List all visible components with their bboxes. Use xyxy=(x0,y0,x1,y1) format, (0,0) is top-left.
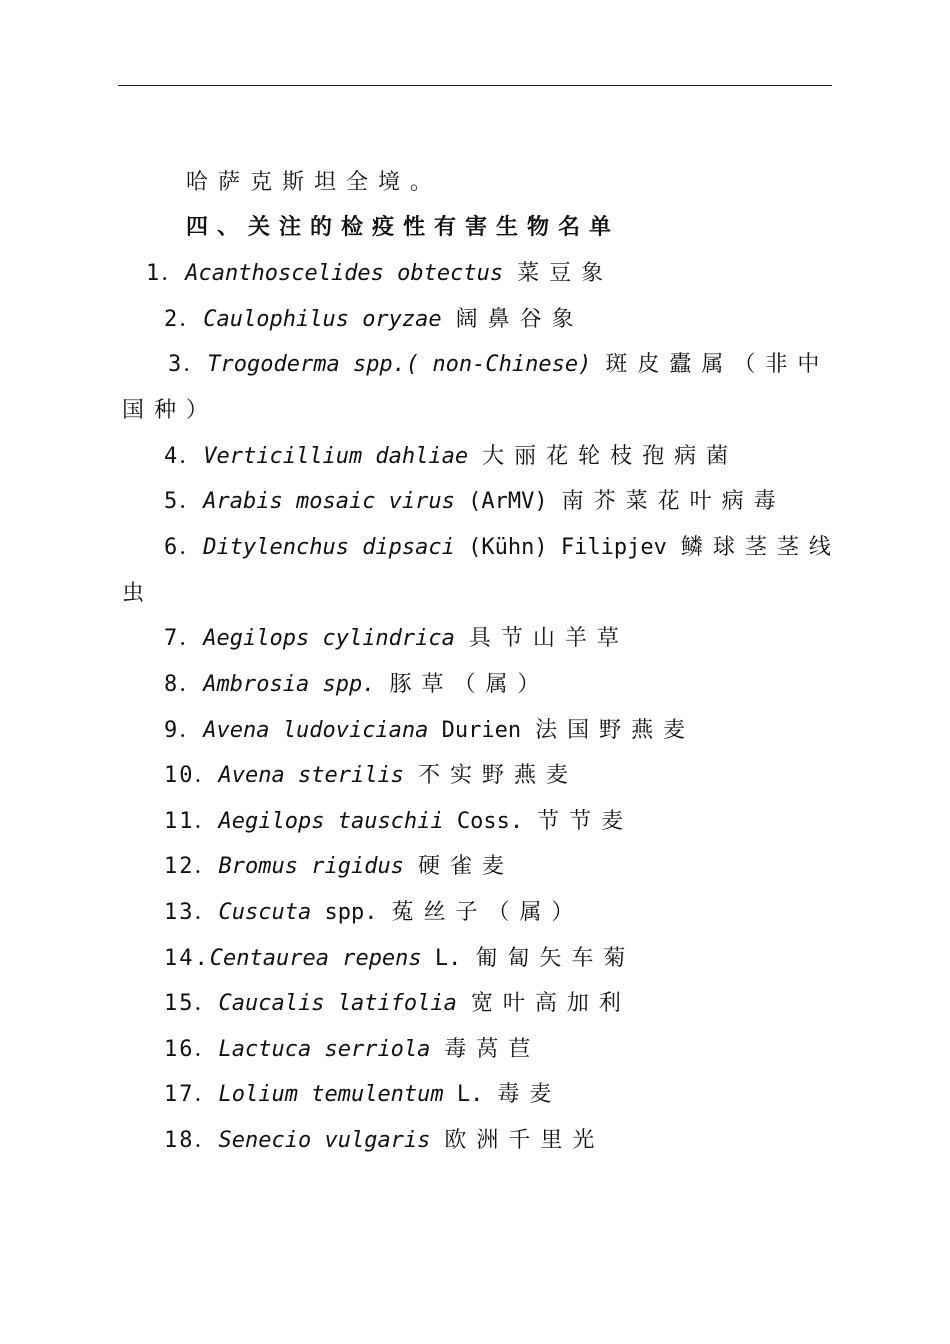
list-item xyxy=(168,350,829,380)
list-item xyxy=(164,487,786,517)
authority-text: L. xyxy=(456,1082,484,1107)
header-rule xyxy=(118,85,832,86)
latin-name: Trogoderma spp.( non-Chinese) xyxy=(207,352,592,377)
latin-name: Ambrosia spp. xyxy=(203,672,376,697)
chinese-name: 具节山羊草 xyxy=(468,626,629,651)
authority-text: spp. xyxy=(324,900,378,925)
authority-text: (ArMV) xyxy=(468,489,548,514)
item-number: 8． xyxy=(164,672,204,697)
latin-name: Verticillium dahliae xyxy=(203,444,469,469)
latin-name: Arabis mosaic virus xyxy=(203,489,455,514)
item-number: 6． xyxy=(164,535,204,560)
item-number: 11． xyxy=(164,809,219,834)
item-number: 4． xyxy=(164,444,204,469)
list-item xyxy=(164,442,738,472)
item-number: 2． xyxy=(164,307,204,332)
list-item xyxy=(164,989,631,1019)
list-item xyxy=(164,898,583,928)
latin-name: Avena ludoviciana xyxy=(203,718,429,743)
latin-name: Aegilops cylindrica xyxy=(203,626,455,651)
chinese-name-continued: 虫 xyxy=(122,581,155,606)
chinese-name: 法国野燕麦 xyxy=(535,718,696,743)
latin-name: Ditylenchus dipsaci xyxy=(203,535,455,560)
list-item xyxy=(164,670,549,700)
latin-name: Aegilops tauschii xyxy=(218,809,444,834)
item-number: 17． xyxy=(164,1082,219,1107)
list-item xyxy=(146,259,613,289)
list-item xyxy=(164,852,514,882)
latin-name: Centaurea repens xyxy=(209,946,422,971)
chinese-name: 不实野燕麦 xyxy=(417,763,578,788)
latin-name: Senecio vulgaris xyxy=(218,1128,431,1153)
authority-text: Durien xyxy=(441,718,522,743)
latin-name: Lactuca serriola xyxy=(218,1037,431,1062)
chinese-name: 大丽花轮枝孢病菌 xyxy=(482,444,739,469)
chinese-name: 斑皮蠹属（非中 xyxy=(605,352,830,377)
latin-name: Cuscuta xyxy=(218,900,312,925)
chinese-name: 南芥菜花叶病毒 xyxy=(561,489,786,514)
item-number: 3． xyxy=(168,352,208,377)
authority-text: L. xyxy=(434,946,462,971)
latin-name: Caulophilus oryzae xyxy=(203,307,442,332)
list-item xyxy=(164,761,578,791)
chinese-name: 欧洲千里光 xyxy=(444,1128,605,1153)
authority-text: (Kühn) Filipjev xyxy=(468,535,667,560)
chinese-name: 毒麦 xyxy=(497,1082,562,1107)
item-number: 18． xyxy=(164,1128,219,1153)
item-number: 1． xyxy=(146,261,186,286)
item-number: 12． xyxy=(164,854,219,879)
chinese-name: 毒莴苣 xyxy=(444,1037,541,1062)
section-heading: 四、关注的检疫性有害生物名单 xyxy=(186,215,621,240)
list-item xyxy=(164,807,633,837)
latin-name: Acanthoscelides obtectus xyxy=(185,261,504,286)
chinese-name: 菟丝子（属） xyxy=(391,900,584,925)
list-item xyxy=(164,716,695,746)
chinese-name: 匍匐矢车菊 xyxy=(475,946,636,971)
list-item xyxy=(164,624,629,654)
chinese-name: 节节麦 xyxy=(537,809,634,834)
item-number: 9． xyxy=(164,718,204,743)
chinese-name: 阔鼻谷象 xyxy=(455,307,584,332)
list-item xyxy=(164,305,584,335)
latin-name: Bromus rigidus xyxy=(218,854,404,879)
item-number: 16． xyxy=(164,1037,219,1062)
item-number: 7． xyxy=(164,626,204,651)
list-item xyxy=(164,533,841,563)
chinese-name: 硬雀麦 xyxy=(417,854,514,879)
item-number: 10． xyxy=(164,763,219,788)
item-number: 13． xyxy=(164,900,219,925)
item-number: 15． xyxy=(164,991,219,1016)
chinese-name: 豚草（属） xyxy=(389,672,550,697)
list-item xyxy=(164,1126,604,1156)
chinese-name: 宽叶高加利 xyxy=(470,991,631,1016)
chinese-name: 菜豆象 xyxy=(517,261,614,286)
list-item xyxy=(164,1035,540,1065)
item-number: 14. xyxy=(164,946,210,971)
latin-name: Avena sterilis xyxy=(218,763,404,788)
intro-text: 哈萨克斯坦全境。 xyxy=(186,170,443,195)
latin-name: Lolium temulentum xyxy=(218,1082,444,1107)
list-item xyxy=(164,944,635,974)
chinese-name: 鳞球茎茎线 xyxy=(680,535,841,560)
list-item xyxy=(164,1080,561,1110)
item-number: 5． xyxy=(164,489,204,514)
authority-text: Coss. xyxy=(456,809,524,834)
chinese-name-continued: 国种） xyxy=(122,398,219,423)
latin-name: Caucalis latifolia xyxy=(218,991,457,1016)
